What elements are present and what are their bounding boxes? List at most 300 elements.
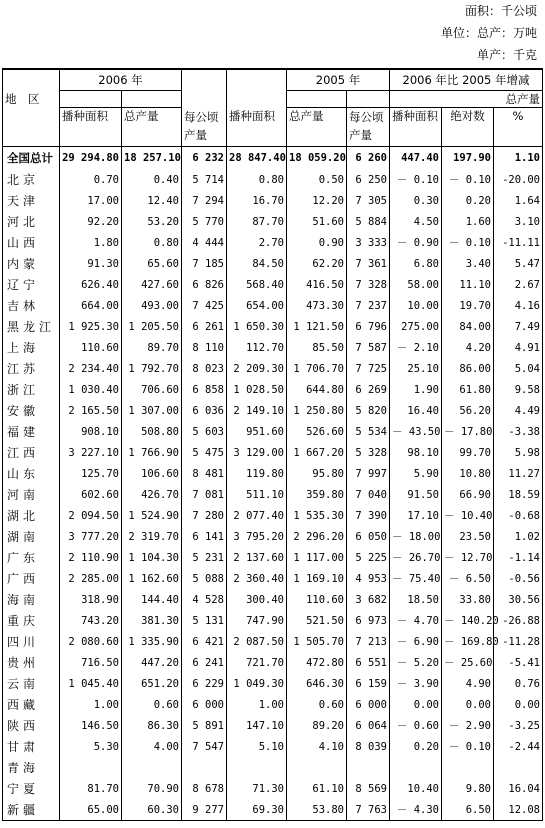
diff-output-cell: 61.80	[442, 379, 494, 400]
diff-percent-cell: 18.59	[494, 484, 543, 505]
sown-area-2005-cell: 112.70	[227, 337, 287, 358]
sown-area-2006-cell: 81.70	[60, 778, 122, 799]
diff-area-cell: 275.00	[390, 316, 442, 337]
table-row	[3, 421, 543, 442]
yield-2006-cell: 6 229	[182, 673, 227, 694]
diff-area-cell: － 6.90	[390, 631, 442, 652]
sown-area-2005-cell: 16.70	[227, 190, 287, 211]
yield-2006-header	[182, 108, 227, 147]
yield-2005-cell: 7 587	[347, 337, 390, 358]
units-note	[337, 0, 537, 66]
yield-2005-cell: 5 820	[347, 400, 390, 421]
diff-percent-cell: -2.44	[494, 736, 543, 757]
sown-area-2005-cell: 2 087.50	[227, 631, 287, 652]
yield-2006-cell: 5 475	[182, 442, 227, 463]
yield-2005-cell: 7 328	[347, 274, 390, 295]
diff-area-cell: － 4.70	[390, 610, 442, 631]
output-2006-cell: 70.90	[122, 778, 182, 799]
output-2006-cell: 4.00	[122, 736, 182, 757]
table-row	[3, 631, 543, 652]
diff-area-cell: 25.10	[390, 358, 442, 379]
output-2005-cell: 2 296.20	[287, 526, 347, 547]
output-2006-cell: 1 104.30	[122, 547, 182, 568]
year-2005-header: 2005 年	[287, 69, 390, 91]
region-cell: 北京	[3, 169, 60, 190]
sown-area-2005-cell: 1 650.30	[227, 316, 287, 337]
table-row	[3, 253, 543, 274]
table-row	[3, 484, 543, 505]
table-row	[3, 169, 543, 190]
region-cell: 甘肃	[3, 736, 60, 757]
diff-percent-cell: 4.49	[494, 400, 543, 421]
yield-2006-l1: 每公顷	[184, 109, 219, 124]
sown-area-2006-cell: 125.70	[60, 463, 122, 484]
diff-output-cell: － 2.90	[442, 715, 494, 736]
sown-area-2005-cell: 2.70	[227, 232, 287, 253]
diff-area-cell: － 0.60	[390, 715, 442, 736]
region-cell: 全国总计	[3, 147, 60, 170]
yield-2006-cell: 9 277	[182, 799, 227, 821]
region-cell: 湖北	[3, 505, 60, 526]
output-2006-cell: 18 257.10	[122, 147, 182, 170]
diff-output-cell: 197.90	[442, 147, 494, 170]
output-2005-cell: 526.60	[287, 421, 347, 442]
region-cell: 江西	[3, 442, 60, 463]
output-2005-cell: 0.50	[287, 169, 347, 190]
diff-output-cell: － 12.70	[442, 547, 494, 568]
diff-percent-cell: 4.91	[494, 337, 543, 358]
table-row	[3, 652, 543, 673]
yield-2005-cell: 7 763	[347, 799, 390, 821]
sown-area-2006-cell: 2 094.50	[60, 505, 122, 526]
sown-area-2005-cell: 119.80	[227, 463, 287, 484]
diff-area-cell: 447.40	[390, 147, 442, 170]
output-2006-cell: 0.40	[122, 169, 182, 190]
diff-percent-cell: -11.11	[494, 232, 543, 253]
diff-area-cell: 6.80	[390, 253, 442, 274]
output-2006-cell: 381.30	[122, 610, 182, 631]
diff-area-cell: － 4.30	[390, 799, 442, 821]
sown-area-2006-cell: 3 227.10	[60, 442, 122, 463]
output-2005-cell: 51.60	[287, 211, 347, 232]
output-2005-cell: 110.60	[287, 589, 347, 610]
yield-2005-cell: 3 682	[347, 589, 390, 610]
diff-area-cell: 17.10	[390, 505, 442, 526]
sown-area-2005-cell: 721.70	[227, 652, 287, 673]
sown-area-2006-cell: 92.20	[60, 211, 122, 232]
year-2006-header: 2006 年	[60, 69, 182, 91]
yield-2006-cell: 7 081	[182, 484, 227, 505]
diff-abs-header: 绝对数	[442, 108, 494, 147]
sown-area-2006-cell: 2 080.60	[60, 631, 122, 652]
yield-2006-cell: 6 232	[182, 147, 227, 170]
yield-2005-l1: 每公顷	[349, 110, 384, 124]
diff-area-cell: 91.50	[390, 484, 442, 505]
diff-area-cell: － 0.10	[390, 169, 442, 190]
sown-area-2005-cell: 2 360.40	[227, 568, 287, 589]
diff-percent-cell: 2.67	[494, 274, 543, 295]
sown-area-2005-cell: 3 795.20	[227, 526, 287, 547]
diff-output-cell: 56.20	[442, 400, 494, 421]
diff-percent-cell: 3.10	[494, 211, 543, 232]
sown-area-2006-header: 播种面积	[60, 108, 122, 147]
diff-percent-cell: 0.00	[494, 694, 543, 715]
diff-percent-cell: 12.08	[494, 799, 543, 821]
diff-output-cell: － 17.80	[442, 421, 494, 442]
yield-2006-cell: 7 547	[182, 736, 227, 757]
diff-area-cell: － 43.50	[390, 421, 442, 442]
yield-2005-cell: 6 796	[347, 316, 390, 337]
diff-output-cell: 23.50	[442, 526, 494, 547]
output-2005-cell: 89.20	[287, 715, 347, 736]
yield-2005-cell: 6 551	[347, 652, 390, 673]
yield-2005-cell: 7 040	[347, 484, 390, 505]
yield-2006-cell: 7 280	[182, 505, 227, 526]
region-cell: 宁夏	[3, 778, 60, 799]
diff-area-cell: － 2.10	[390, 337, 442, 358]
output-2005-cell: 473.30	[287, 295, 347, 316]
output-2005-cell: 1 505.70	[287, 631, 347, 652]
diff-output-cell: 84.00	[442, 316, 494, 337]
sown-area-2006-cell: 110.60	[60, 337, 122, 358]
sown-area-2006-cell: 91.30	[60, 253, 122, 274]
diff-percent-cell	[494, 757, 543, 778]
output-2006-cell: 447.20	[122, 652, 182, 673]
diff-output-cell: 9.80	[442, 778, 494, 799]
region-header-bottom	[3, 108, 60, 147]
unit-area: 面积：千公顷	[464, 4, 537, 18]
sown-area-2006-cell: 664.00	[60, 295, 122, 316]
sown-area-2006-cell: 743.20	[60, 610, 122, 631]
region-cell: 贵州	[3, 652, 60, 673]
diff-percent-cell: -26.88	[494, 610, 543, 631]
table-row	[3, 211, 543, 232]
region-cell: 浙江	[3, 379, 60, 400]
sown-area-2006-cell: 3 777.20	[60, 526, 122, 547]
diff-output-cell: 4.20	[442, 337, 494, 358]
output-2005-cell: 359.80	[287, 484, 347, 505]
yield-2005-cell: 7 390	[347, 505, 390, 526]
yield-2006-cell: 7 294	[182, 190, 227, 211]
yield-2005-cell: 6 269	[347, 379, 390, 400]
diff-output-cell: 10.80	[442, 463, 494, 484]
output-2006-cell: 2 319.70	[122, 526, 182, 547]
table-row	[3, 715, 543, 736]
output-2005-cell: 521.50	[287, 610, 347, 631]
region-cell: 海南	[3, 589, 60, 610]
table-row	[3, 694, 543, 715]
sown-area-2006-cell: 0.70	[60, 169, 122, 190]
yield-2006-cell: 6 858	[182, 379, 227, 400]
output-2006-cell: 706.60	[122, 379, 182, 400]
sown-area-2006-cell: 1 045.40	[60, 673, 122, 694]
blank-h2-4	[227, 91, 287, 108]
diff-area-cell: 10.40	[390, 778, 442, 799]
diff-percent-cell: 1.64	[494, 190, 543, 211]
table-body	[3, 147, 543, 821]
output-2005-cell: 85.50	[287, 337, 347, 358]
region-cell: 云南	[3, 673, 60, 694]
diff-percent-cell: -20.00	[494, 169, 543, 190]
region-cell: 河南	[3, 484, 60, 505]
region-cell: 上海	[3, 337, 60, 358]
sown-area-2005-cell: 3 129.00	[227, 442, 287, 463]
output-2005-cell: 1 250.80	[287, 400, 347, 421]
region-cell: 天津	[3, 190, 60, 211]
diff-area-cell: 98.10	[390, 442, 442, 463]
output-2006-cell: 427.60	[122, 274, 182, 295]
yield-2005-cell: 6 973	[347, 610, 390, 631]
yield-2005-cell: 6 159	[347, 673, 390, 694]
yield-2006-cell: 7 425	[182, 295, 227, 316]
diff-percent-cell: 5.47	[494, 253, 543, 274]
output-2006-cell: 1 792.70	[122, 358, 182, 379]
region-cell: 重庆	[3, 610, 60, 631]
diff-area-cell: － 75.40	[390, 568, 442, 589]
output-2005-cell: 1 169.10	[287, 568, 347, 589]
diff-area-cell: 0.30	[390, 190, 442, 211]
yield-2006-cell: 5 770	[182, 211, 227, 232]
region-cell: 辽宁	[3, 274, 60, 295]
sown-area-2005-cell: 2 209.30	[227, 358, 287, 379]
diff-output-cell: 3.40	[442, 253, 494, 274]
sown-area-2006-cell: 1 925.30	[60, 316, 122, 337]
diff-percent-cell: 1.10	[494, 147, 543, 170]
output-2005-cell: 1 706.70	[287, 358, 347, 379]
diff-percent-cell: 30.56	[494, 589, 543, 610]
diff-area-cell: 58.00	[390, 274, 442, 295]
diff-area-cell: － 0.90	[390, 232, 442, 253]
diff-pct-header: %	[494, 108, 543, 147]
sown-area-2005-cell: 747.90	[227, 610, 287, 631]
diff-output-cell: 33.80	[442, 589, 494, 610]
diff-percent-cell: 4.16	[494, 295, 543, 316]
sown-area-2006-cell: 29 294.80	[60, 147, 122, 170]
diff-output-cell: 4.90	[442, 673, 494, 694]
region-cell: 青海	[3, 757, 60, 778]
yield-2005-cell: 6 260	[347, 147, 390, 170]
table-row	[3, 400, 543, 421]
yield-2005-cell: 3 333	[347, 232, 390, 253]
region-cell: 江苏	[3, 358, 60, 379]
sown-area-2005-cell: 1 049.30	[227, 673, 287, 694]
yield-2006-cell: 8 023	[182, 358, 227, 379]
table-row	[3, 379, 543, 400]
diff-percent-cell: 1.02	[494, 526, 543, 547]
output-2006-cell: 1 162.60	[122, 568, 182, 589]
sown-area-2005-header: 播种面积	[227, 108, 287, 147]
sown-area-2005-cell: 71.30	[227, 778, 287, 799]
diff-percent-cell: -0.56	[494, 568, 543, 589]
region-cell: 河北	[3, 211, 60, 232]
region-header: 地 区	[3, 91, 60, 108]
table-row	[3, 799, 543, 821]
yield-2006-cell: 5 088	[182, 568, 227, 589]
diff-area-cell: 5.90	[390, 463, 442, 484]
blank-header-2006	[182, 69, 227, 91]
table-row	[3, 442, 543, 463]
yield-2006-cell: 6 036	[182, 400, 227, 421]
diff-area-cell: 4.50	[390, 211, 442, 232]
output-2006-cell: 1 205.50	[122, 316, 182, 337]
output-2006-cell: 1 335.90	[122, 631, 182, 652]
yield-2005-header	[347, 108, 390, 147]
output-2005-cell: 472.80	[287, 652, 347, 673]
blank-h2-2	[122, 91, 182, 108]
table-row	[3, 463, 543, 484]
output-2005-cell: 62.20	[287, 253, 347, 274]
diff-output-cell: － 10.40	[442, 505, 494, 526]
region-cell: 广西	[3, 568, 60, 589]
region-cell: 新疆	[3, 799, 60, 821]
sown-area-2006-cell: 65.00	[60, 799, 122, 821]
yield-2006-cell: 5 231	[182, 547, 227, 568]
total-prod-header: 总产量	[390, 91, 543, 108]
region-cell: 湖南	[3, 526, 60, 547]
output-2006-cell: 65.60	[122, 253, 182, 274]
diff-output-cell: － 25.60	[442, 652, 494, 673]
region-cell: 黑龙江	[3, 316, 60, 337]
sown-area-2005-cell: 300.40	[227, 589, 287, 610]
yield-2006-l2: 产量	[184, 127, 207, 142]
diff-area-cell: 18.50	[390, 589, 442, 610]
output-2006-cell: 0.60	[122, 694, 182, 715]
unit-yield: 单产：千克	[476, 48, 537, 62]
yield-2006-cell: 6 241	[182, 652, 227, 673]
output-2006-cell: 1 307.00	[122, 400, 182, 421]
region-cell: 西藏	[3, 694, 60, 715]
output-2005-header: 总产量	[287, 108, 347, 147]
yield-2005-cell: 6 250	[347, 169, 390, 190]
output-2006-cell: 144.40	[122, 589, 182, 610]
diff-output-cell: 19.70	[442, 295, 494, 316]
yield-2005-cell: 7 213	[347, 631, 390, 652]
diff-output-cell: 6.50	[442, 799, 494, 821]
diff-area-cell: － 18.00	[390, 526, 442, 547]
sown-area-2005-cell: 2 149.10	[227, 400, 287, 421]
output-2005-cell: 1 667.20	[287, 442, 347, 463]
output-2005-cell: 416.50	[287, 274, 347, 295]
output-2006-cell: 86.30	[122, 715, 182, 736]
yield-2005-cell: 4 953	[347, 568, 390, 589]
table-row	[3, 673, 543, 694]
diff-percent-cell: -3.38	[494, 421, 543, 442]
yield-2005-cell: 5 884	[347, 211, 390, 232]
yield-2005-cell: 7 725	[347, 358, 390, 379]
sown-area-2006-cell: 2 285.00	[60, 568, 122, 589]
sown-area-2006-cell: 17.00	[60, 190, 122, 211]
yield-2005-cell: 7 361	[347, 253, 390, 274]
diff-area-header: 播种面积	[390, 108, 442, 147]
diff-area-cell: － 3.90	[390, 673, 442, 694]
yield-2006-cell: 5 714	[182, 169, 227, 190]
yield-2006-cell: 5 891	[182, 715, 227, 736]
yield-2006-cell: 7 185	[182, 253, 227, 274]
table-row	[3, 295, 543, 316]
sown-area-2006-cell: 146.50	[60, 715, 122, 736]
sown-area-2005-cell: 654.00	[227, 295, 287, 316]
region-cell: 安徽	[3, 400, 60, 421]
sown-area-2005-cell: 0.80	[227, 169, 287, 190]
sown-area-2006-cell: 2 234.40	[60, 358, 122, 379]
yield-2005-cell	[347, 757, 390, 778]
sown-area-2006-cell: 2 110.90	[60, 547, 122, 568]
diff-percent-cell: -0.68	[494, 505, 543, 526]
total-row	[3, 147, 543, 170]
yield-2006-cell: 4 444	[182, 232, 227, 253]
output-2006-cell: 60.30	[122, 799, 182, 821]
diff-output-cell: － 169.80	[442, 631, 494, 652]
diff-area-cell: 0.20	[390, 736, 442, 757]
yield-2006-cell: 4 528	[182, 589, 227, 610]
output-2006-cell: 1 524.90	[122, 505, 182, 526]
yield-2005-cell: 8 039	[347, 736, 390, 757]
yield-2005-cell: 5 534	[347, 421, 390, 442]
sown-area-2005-cell: 147.10	[227, 715, 287, 736]
blank-h2-6	[347, 91, 390, 108]
table-row	[3, 589, 543, 610]
diff-percent-cell: 16.04	[494, 778, 543, 799]
yield-2005-l2: 产量	[349, 128, 372, 142]
sown-area-2006-cell: 318.90	[60, 589, 122, 610]
output-2005-cell: 1 121.50	[287, 316, 347, 337]
yield-2005-cell: 7 237	[347, 295, 390, 316]
yield-2005-cell: 5 328	[347, 442, 390, 463]
region-cell: 山西	[3, 232, 60, 253]
diff-percent-cell: -3.25	[494, 715, 543, 736]
diff-output-cell: 99.70	[442, 442, 494, 463]
region-cell: 四川	[3, 631, 60, 652]
table-row	[3, 232, 543, 253]
yield-2005-cell: 7 997	[347, 463, 390, 484]
output-2005-cell: 646.30	[287, 673, 347, 694]
diff-output-cell: － 6.50	[442, 568, 494, 589]
output-2006-cell: 1 766.90	[122, 442, 182, 463]
diff-percent-cell: -5.41	[494, 652, 543, 673]
change-header: 2006 年比 2005 年增减	[390, 69, 543, 91]
sown-area-2006-cell: 5.30	[60, 736, 122, 757]
sown-area-2006-cell: 1 030.40	[60, 379, 122, 400]
region-cell: 山东	[3, 463, 60, 484]
sown-area-2005-cell: 1.00	[227, 694, 287, 715]
table-row	[3, 526, 543, 547]
diff-output-cell: － 140.20	[442, 610, 494, 631]
diff-output-cell: 0.20	[442, 190, 494, 211]
diff-output-cell: 11.10	[442, 274, 494, 295]
diff-percent-cell: 0.76	[494, 673, 543, 694]
diff-area-cell: － 26.70	[390, 547, 442, 568]
output-2006-cell	[122, 757, 182, 778]
table-row	[3, 757, 543, 778]
sown-area-2005-cell: 28 847.40	[227, 147, 287, 170]
output-2005-cell: 53.80	[287, 799, 347, 821]
sown-area-2006-cell: 1.00	[60, 694, 122, 715]
output-2006-cell: 426.70	[122, 484, 182, 505]
table-row	[3, 505, 543, 526]
output-2005-cell: 18 059.20	[287, 147, 347, 170]
sown-area-2005-cell: 1 028.50	[227, 379, 287, 400]
diff-output-cell	[442, 757, 494, 778]
blank-h2-3	[182, 91, 227, 108]
rice-production-table	[2, 68, 543, 821]
region-cell: 内蒙	[3, 253, 60, 274]
diff-output-cell: 1.60	[442, 211, 494, 232]
yield-2006-cell: 8 110	[182, 337, 227, 358]
output-2006-cell: 508.80	[122, 421, 182, 442]
table-row	[3, 610, 543, 631]
output-2006-cell: 106.60	[122, 463, 182, 484]
output-2005-cell: 644.80	[287, 379, 347, 400]
